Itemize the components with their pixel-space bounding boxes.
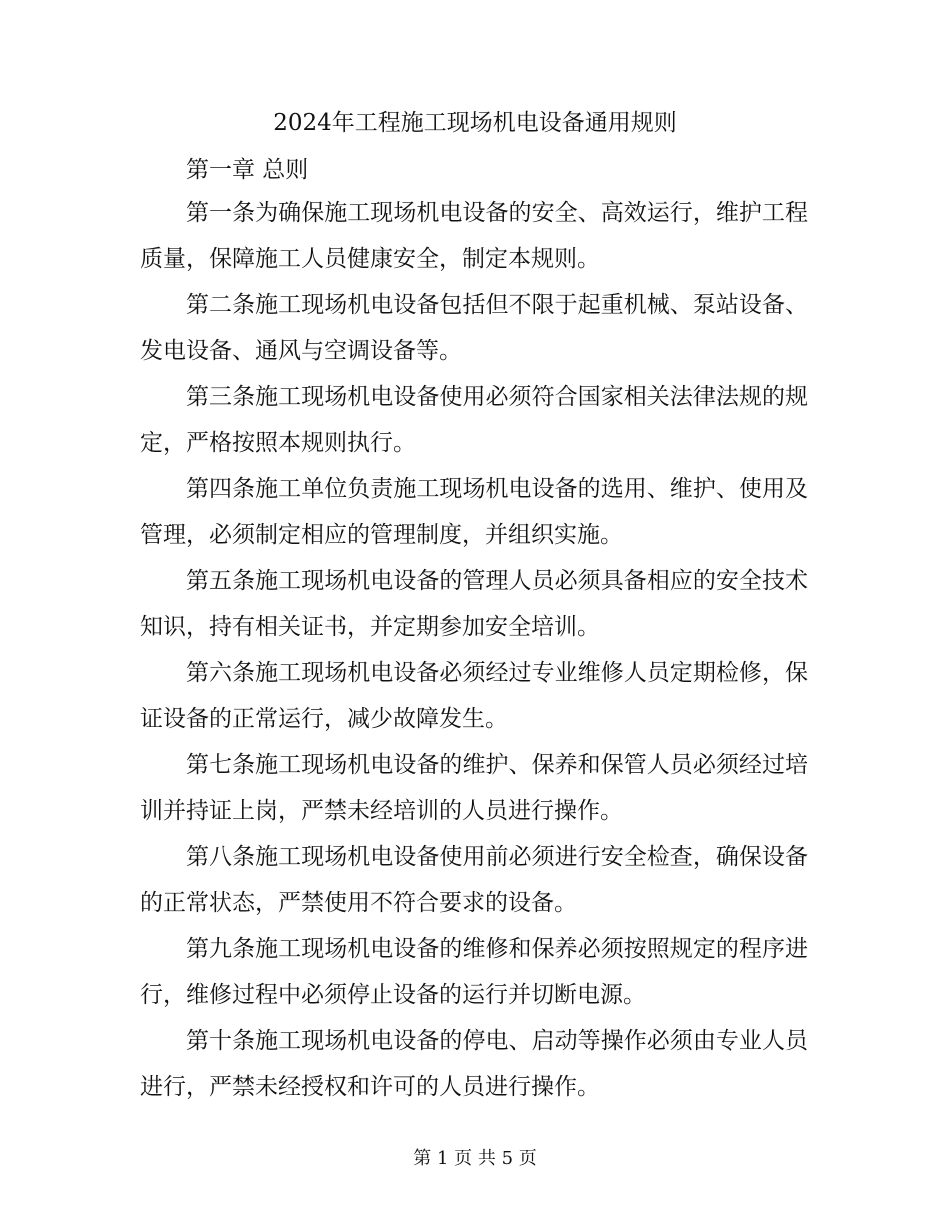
article-9: 第九条施工现场机电设备的维修和保养必须按照规定的程序进行，维修过程中必须停止设备的运行并切断电源。: [140, 936, 808, 1008]
article-3: 第三条施工现场机电设备使用必须符合国家相关法律法规的规定，严格按照本规则执行。: [140, 384, 808, 456]
article-6: 第六条施工现场机电设备必须经过专业维修人员定期检修，保证设备的正常运行，减少故障发生。: [140, 660, 808, 732]
document-title: 2024年工程施工现场机电设备通用规则: [273, 110, 677, 136]
document-body: [140, 150, 808, 1110]
article-7: 第七条施工现场机电设备的维护、保养和保管人员必须经过培训并持证上岗，严禁未经培训的人员进行操作。: [140, 752, 808, 824]
article-1: 第一条为确保施工现场机电设备的安全、高效运行，维护工程质量，保障施工人员健康安全，制定本规则。: [140, 200, 808, 272]
article-2: 第二条施工现场机电设备包括但不限于起重机械、泵站设备、发电设备、通风与空调设备等。: [140, 292, 808, 364]
article-8: 第八条施工现场机电设备使用前必须进行安全检查，确保设备的正常状态，严禁使用不符合要求的设备。: [140, 844, 808, 916]
page-number-footer: 第 1 页 共 5 页: [413, 1148, 537, 1169]
article-5: 第五条施工现场机电设备的管理人员必须具备相应的安全技术知识，持有相关证书，并定期参加安全培训。: [140, 568, 808, 640]
chapter-heading: 第一章 总则: [186, 157, 309, 183]
article-4: 第四条施工单位负责施工现场机电设备的选用、维护、使用及管理，必须制定相应的管理制度，并组织实施。: [140, 476, 808, 548]
article-10: 第十条施工现场机电设备的停电、启动等操作必须由专业人员进行，严禁未经授权和许可的人员进行操作。: [140, 1028, 808, 1100]
